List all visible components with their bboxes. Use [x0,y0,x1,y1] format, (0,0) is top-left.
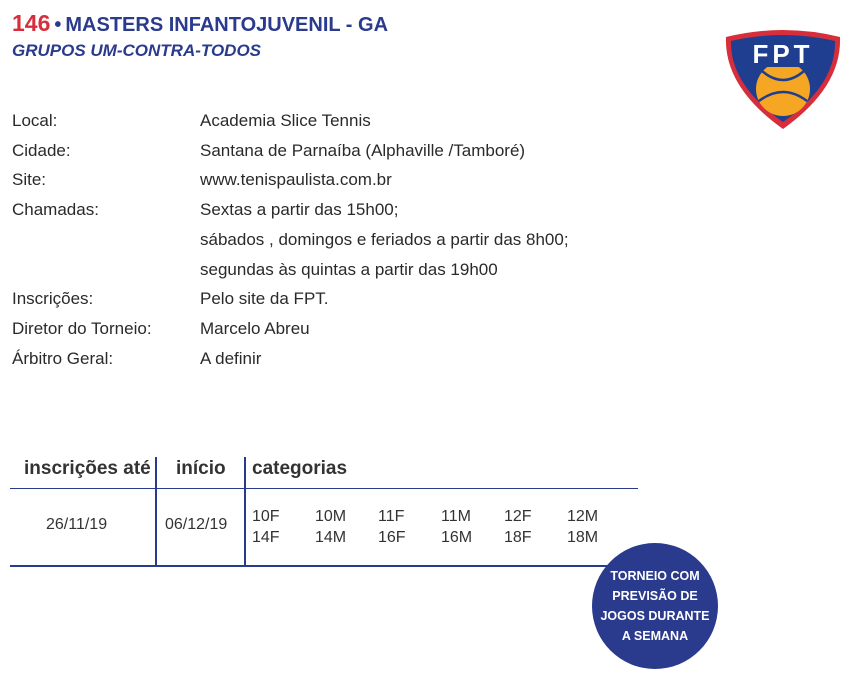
tournament-number: 146 [12,10,51,36]
tournament-name: MASTERS INFANTOJUVENIL - GA [65,14,389,36]
badge-text [600,566,710,646]
info-value-cidade: Santana de Parnaíba (Alphaville /Tamboré) [200,140,526,160]
categories-row [252,506,632,527]
category: 18F [504,529,532,546]
badge-line: TORNEIO COM [610,569,700,583]
category: 14F [252,529,280,546]
chamadas-line: segundas às quintas a partir das 19h00 [200,259,498,279]
chamadas-line: Sextas a partir das 15h00; [200,200,399,220]
table-header [10,452,638,489]
badge-line: JOGOS DURANTE [600,609,710,623]
badge-line: A SEMANA [621,629,689,643]
info-value-diretor: Marcelo Abreu [200,318,310,338]
tournament-title [12,10,388,37]
info-value-arbitro: A definir [200,348,262,368]
info-label: Chamadas: [12,200,99,220]
header-categorias: categorias [252,458,348,479]
header-inscricoes: inscrições até [24,458,151,479]
category: 14M [315,529,347,546]
tournament-subtitle: GRUPOS UM-CONTRA-TODOS [12,41,262,60]
info-label: Árbitro Geral: [12,348,114,368]
category: 16M [441,529,473,546]
info-row-inscricoes [12,284,569,314]
info-value-local: Academia Slice Tennis [200,111,371,130]
category: 10F [252,508,280,525]
cell-categorias [252,506,632,548]
category: 16F [378,529,406,546]
category: 11M [441,508,471,525]
bullet: • [54,14,62,36]
info-row-local [12,106,569,136]
table-bottom-rule [10,565,638,567]
info-value-site: www.tenispaulista.com.br [200,170,392,190]
chamadas-line: sábados , domingos e feriados a partir das 8h00; [200,229,569,249]
info-row-chamadas [12,195,569,284]
info-row-diretor [12,314,569,344]
schedule-table [10,452,638,568]
info-row-site [12,165,569,195]
tennis-ball-icon [756,62,810,116]
info-label: Local: [12,111,58,130]
fpt-logo [722,27,844,131]
header [12,10,388,61]
category: 18M [567,529,599,546]
category: 12M [567,508,599,525]
info-row-cidade [12,136,569,166]
category: 11F [378,508,405,525]
cell-inicio: 06/12/19 [165,516,228,533]
weekday-games-badge [592,543,718,669]
info-value-inscricoes: Pelo site da FPT. [200,289,329,309]
column-divider [244,457,246,566]
logo-text: FPT [752,39,814,69]
column-divider [155,457,157,566]
info-label: Site: [12,170,47,190]
info-label: Cidade: [12,140,71,160]
cell-inscricoes: 26/11/19 [46,516,108,533]
header-inicio: início [176,458,226,479]
tournament-info [12,106,569,373]
badge-line: PREVISÃO DE [612,589,698,603]
info-value-chamadas [200,195,569,284]
categories-row [252,527,632,548]
info-label: Diretor do Torneio: [12,318,152,338]
info-row-arbitro [12,344,569,374]
category: 12F [504,508,532,525]
info-label: Inscrições: [12,289,94,309]
category: 10M [315,508,347,525]
